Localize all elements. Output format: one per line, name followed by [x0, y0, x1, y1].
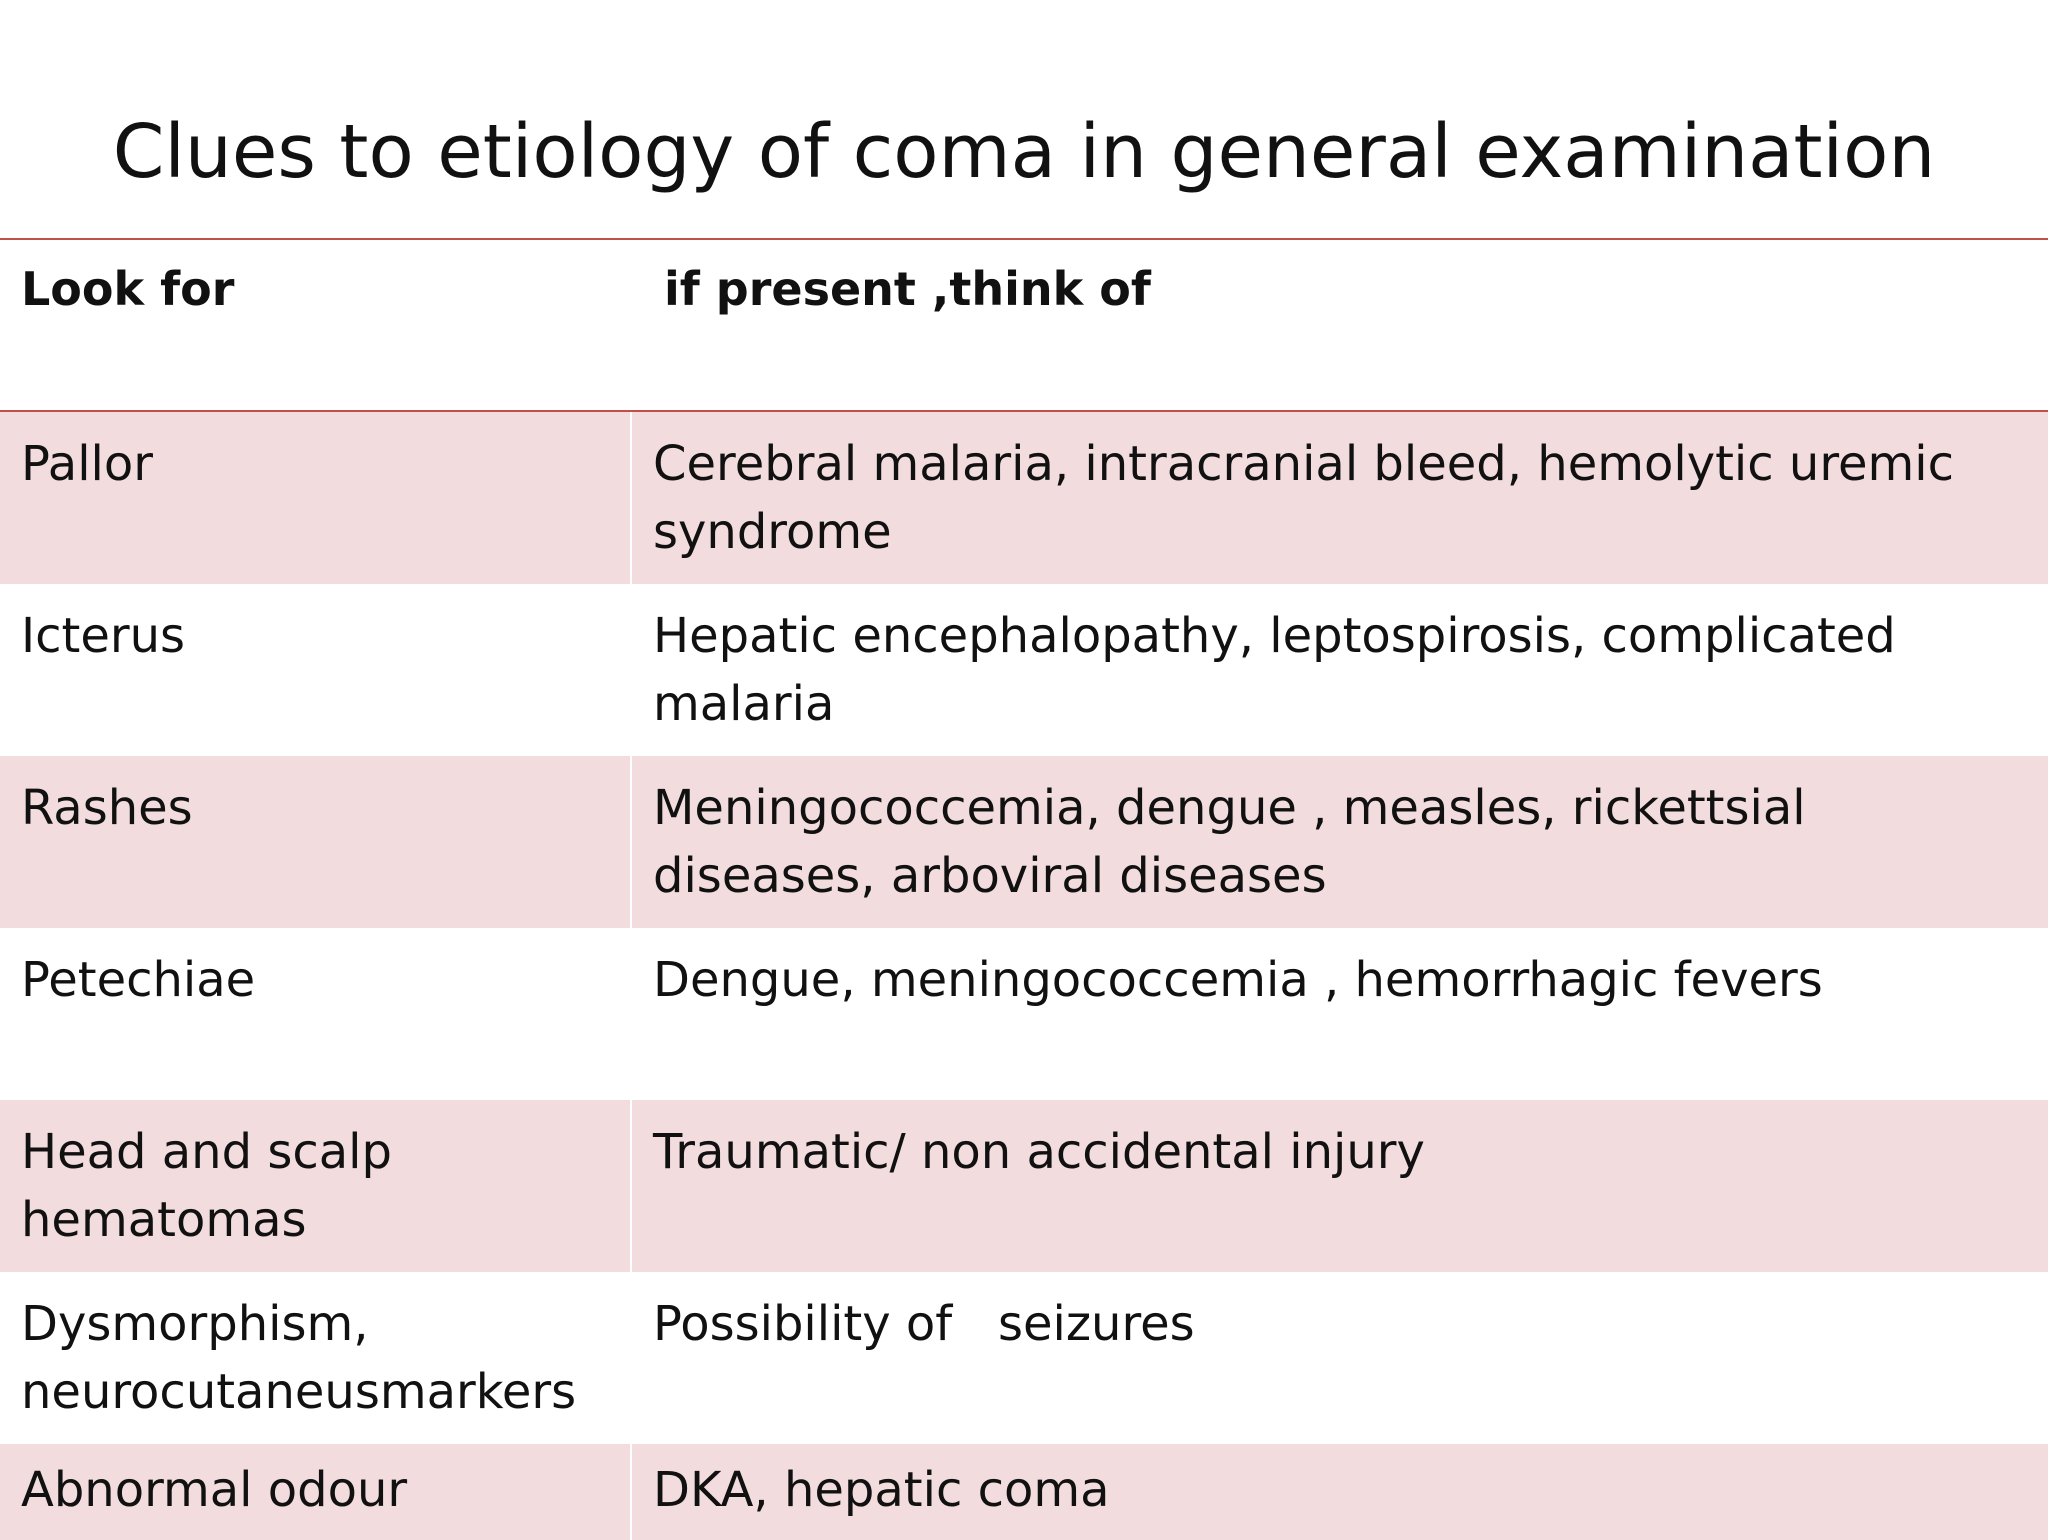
table-row: [0, 1444, 2048, 1540]
etiology-cell: Meningococcemia, dengue , measles, rickettsial diseases, arboviral diseases: [653, 780, 1821, 904]
finding-cell: Icterus: [0, 584, 632, 756]
etiology-cell: Possibility of seizures: [653, 1296, 1195, 1352]
etiology-cell: Dengue, meningococcemia , hemorrhagic fevers: [653, 952, 1823, 1008]
finding-cell: Dysmorphism, neurocutaneusmarkers: [0, 1272, 632, 1444]
etiology-cell: Traumatic/ non accidental injury: [653, 1124, 1425, 1180]
finding-cell: Abnormal odour: [0, 1444, 632, 1540]
table-row: [0, 584, 2048, 756]
slide-title: Clues to etiology of coma in general examination: [112, 109, 1936, 195]
table-header-row: [0, 240, 2048, 412]
table-row: [0, 928, 2048, 1100]
finding-cell: Head and scalp hematomas: [0, 1100, 632, 1272]
table-row: [0, 412, 2048, 584]
finding-cell: Rashes: [0, 756, 632, 928]
table-row: [0, 1100, 2048, 1272]
etiology-cell: Cerebral malaria, intracranial bleed, hemolytic uremic syndrome: [653, 436, 1970, 560]
etiology-table: [0, 238, 2048, 1540]
finding-cell: Petechiae: [0, 928, 632, 1100]
header-think-of: if present ,think of: [664, 262, 1151, 316]
etiology-cell: Hepatic encephalopathy, leptospirosis, complicated malaria: [653, 608, 1912, 732]
etiology-cell: DKA, hepatic coma: [653, 1462, 1110, 1518]
finding-cell: Pallor: [0, 412, 632, 584]
table-row: [0, 756, 2048, 928]
header-look-for: Look for: [0, 240, 632, 410]
table-row: [0, 1272, 2048, 1444]
